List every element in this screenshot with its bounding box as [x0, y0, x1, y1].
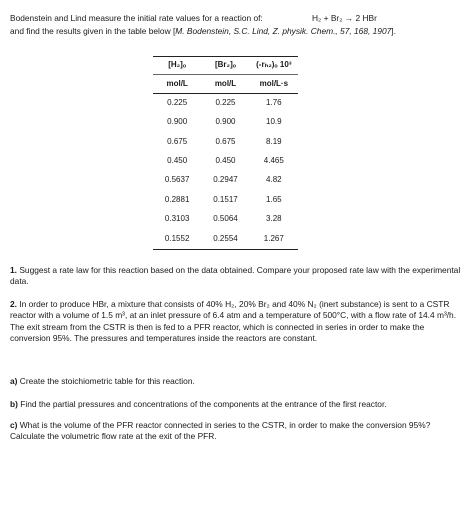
cell-rate: 1.76 — [266, 97, 282, 107]
table-body — [153, 94, 298, 250]
question-2a — [10, 376, 466, 387]
intro-text — [10, 13, 466, 37]
header-br2: [Br₂]ₒ — [214, 60, 237, 70]
cell-rate: 10.9 — [266, 117, 282, 127]
reference-citation: M. Bodenstein, S.C. Lind, Z. physik. Chem., 57, 168, 1907 — [175, 26, 392, 36]
cell-h2: 0.3103 — [164, 214, 190, 224]
cell-rate: 4.465 — [263, 156, 284, 166]
cell-rate: 4.82 — [266, 175, 282, 185]
table-row — [153, 113, 298, 132]
cell-br2: 0.1517 — [213, 194, 238, 204]
unit-h2: mol/L — [166, 78, 188, 88]
question-2c — [10, 420, 466, 443]
subquestion-label: b) — [10, 399, 18, 409]
question-text: Suggest a rate law for this reaction based on the data obtained. Compare your proposed rate law with the experimental data. — [10, 265, 461, 287]
reference-line — [10, 26, 466, 37]
table-row — [153, 152, 298, 171]
question-2b — [10, 399, 466, 410]
cell-br2: 0.900 — [215, 117, 236, 127]
header-rate: (-rₕ₂)ₒ 10³ — [256, 60, 292, 70]
cell-h2: 0.900 — [167, 117, 188, 127]
cell-br2: 0.2554 — [213, 233, 238, 243]
cell-br2: 0.225 — [215, 97, 236, 107]
cell-h2: 0.225 — [167, 97, 188, 107]
reaction-equation: H₂ + Br₂ → 2 HBr — [312, 13, 377, 23]
unit-br2: mol/L — [214, 78, 237, 88]
table-units-row — [153, 75, 298, 93]
question-2 — [10, 299, 466, 344]
reference-suffix: ]. — [391, 26, 396, 36]
subquestion-text: Find the partial pressures and concentrations of the components at the entrance of the first reactor. — [20, 399, 387, 409]
table-row — [153, 210, 298, 229]
question-text: In order to produce HBr, a mixture that consists of 40% H₂, 20% Br₂ and 40% N₂ (inert substance) is sent to a CSTR reactor with a volume of 1.5 m³, at an inlet pressure of 6.4 atm and a temperature of 500°C, with a flow rate of 14.4 m³/h. The exit stream from the CSTR is then is fed to a PFR reactor, which is connected in series in order to make the conversion 95%. The pressures and temperatures inside the reactors are constant. — [10, 299, 457, 344]
cell-rate: 3.28 — [266, 214, 282, 224]
table-row — [153, 229, 298, 248]
question-number: 2. — [10, 299, 17, 309]
cell-h2: 0.5637 — [164, 175, 190, 185]
cell-br2: 0.5064 — [213, 214, 238, 224]
table-row — [153, 171, 298, 190]
cell-h2: 0.2881 — [164, 194, 190, 204]
subquestion-label: a) — [10, 376, 18, 386]
cell-rate: 8.19 — [266, 136, 282, 146]
unit-rate: mol/L·s — [259, 78, 289, 88]
cell-br2: 0.675 — [215, 136, 236, 146]
rate-data-table — [153, 56, 298, 250]
cell-h2: 0.450 — [167, 156, 188, 166]
table-row — [153, 191, 298, 210]
table-header-row — [153, 56, 298, 75]
cell-rate: 1.267 — [263, 233, 284, 243]
cell-h2: 0.675 — [167, 136, 188, 146]
question-number: 1. — [10, 265, 17, 275]
cell-br2: 0.2947 — [213, 175, 238, 185]
intro-sentence: Bodenstein and Lind measure the initial rate values for a reaction of: — [10, 13, 263, 23]
question-1 — [10, 265, 466, 288]
subquestion-text: What is the volume of the PFR reactor connected in series to the CSTR, in order to make the conversion 95%? Calculate the volumetric flow rate at the exit of the PFR. — [10, 420, 431, 442]
table-row — [153, 132, 298, 151]
cell-br2: 0.450 — [215, 156, 236, 166]
reference-prefix: and find the results given in the table below [ — [10, 26, 176, 36]
cell-rate: 1.65 — [266, 194, 282, 204]
subquestion-text: Create the stoichiometric table for this reaction. — [19, 376, 195, 386]
cell-h2: 0.1552 — [164, 233, 190, 243]
subquestion-label: c) — [10, 420, 18, 430]
header-h2: [H₂]ₒ — [168, 60, 187, 70]
table-row — [153, 94, 298, 113]
